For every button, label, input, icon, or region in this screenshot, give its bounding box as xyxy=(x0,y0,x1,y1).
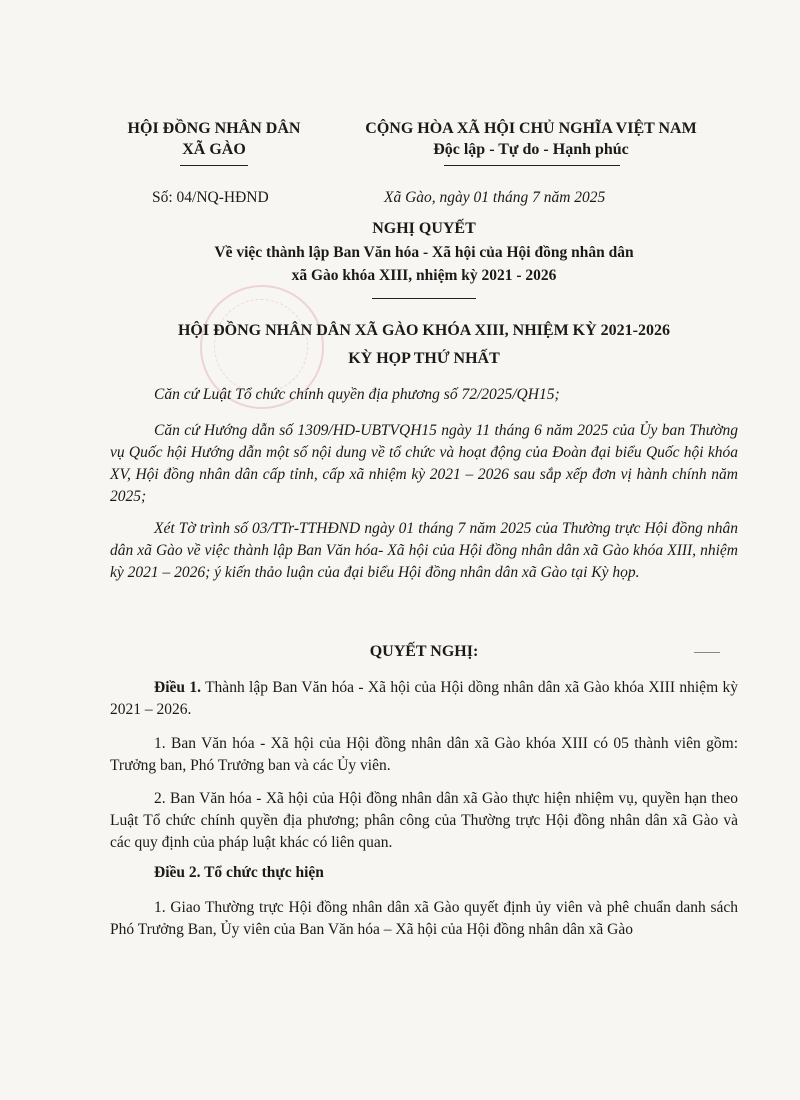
article-1-label: Điều 1. xyxy=(154,679,201,696)
article-2-heading: Điều 2. Tổ chức thực hiện xyxy=(154,864,324,881)
document-type: NGHỊ QUYẾT xyxy=(372,220,476,237)
red-seal-inner-ring xyxy=(214,299,308,393)
subject-line-1: Về việc thành lập Ban Văn hóa - Xã hội của Hội đồng nhân dân xyxy=(214,244,634,261)
preamble-basis-2: Căn cứ Hướng dẫn số 1309/HD-UBTVQH15 ngày 11 tháng 6 năm 2025 của Ủy ban Thường vụ Quốc hội Hướng dẫn một số nội dung về tổ chức và hoạt động của Đoàn đại biểu Quốc hội khóa XV, Hội đồng nhân dân cấp tỉnh, cấp xã nhiệm kỳ 2021 – 2026 sau sắp xếp đơn vị hành chính năm 2025; xyxy=(110,422,738,505)
issuer-line-2: KỲ HỌP THỨ NHẤT xyxy=(348,350,500,367)
article-1-item-1: 1. Ban Văn hóa - Xã hội của Hội đồng nhân dân xã Gào khóa XIII có 05 thành viên gồm: Trưởng ban, Phó Trưởng ban và các Ủy viên. xyxy=(110,735,738,774)
article-1-text: Thành lập Ban Văn hóa - Xã hội của Hội dồng nhân dân xã Gào khóa XIII nhiệm kỳ 2021 – 2026. xyxy=(110,679,738,718)
org-underline xyxy=(180,165,248,166)
decision-heading: QUYẾT NGHỊ: xyxy=(369,643,479,660)
national-motto: Độc lập - Tự do - Hạnh phúc xyxy=(433,141,629,158)
article-1 xyxy=(110,677,738,721)
issuing-org-commune: XÃ GÀO xyxy=(182,141,246,158)
title-underline xyxy=(372,298,476,299)
article-2-item-1: 1. Giao Thường trực Hội đồng nhân dân xã Gào quyết định ủy viên và phê chuẩn danh sách Phó Trưởng Ban, Ủy viên của Ban Văn hóa – Xã hội của Hội đồng nhân dân xã Gào xyxy=(110,899,738,938)
preamble-basis-1: Căn cứ Luật Tổ chức chính quyền địa phương số 72/2025/QH15; xyxy=(154,386,560,403)
issuer-line-1: HỘI ĐỒNG NHÂN DÂN XÃ GÀO KHÓA XIII, NHIỆM KỲ 2021-2026 xyxy=(177,322,670,339)
motto-underline xyxy=(444,165,620,166)
article-1-item-2: 2. Ban Văn hóa - Xã hội của Hội đồng nhân dân xã Gào thực hiện nhiệm vụ, quyền hạn theo Luật Tổ chức chính quyền địa phương; phân công của Thường trực Hội đồng nhân dân xã Gào và các quy định của pháp luật khác có liên quan. xyxy=(110,790,738,851)
national-title: CỘNG HÒA XÃ HỘI CHỦ NGHĨA VIỆT NAM xyxy=(365,120,697,137)
document-number: Số: 04/NQ-HĐND xyxy=(152,189,269,206)
issuing-org-name: HỘI ĐỒNG NHÂN DÂN xyxy=(127,120,301,137)
subject-line-2: xã Gào khóa XIII, nhiệm kỳ 2021 - 2026 xyxy=(291,267,557,284)
preamble-consideration: Xét Tờ trình số 03/TTr-TTHĐND ngày 01 tháng 7 năm 2025 của Thường trực Hội đồng nhân dân xã Gào về việc thành lập Ban Văn hóa- Xã hội của Hội đồng nhân dân xã Gào khóa XIII, nhiệm kỳ 2021 – 2026; ý kiến thảo luận của đại biểu Hội đồng nhân dân xã Gào tại Kỳ họp. xyxy=(110,520,738,581)
margin-mark xyxy=(694,652,720,653)
place-and-date: Xã Gào, ngày 01 tháng 7 năm 2025 xyxy=(384,189,606,206)
